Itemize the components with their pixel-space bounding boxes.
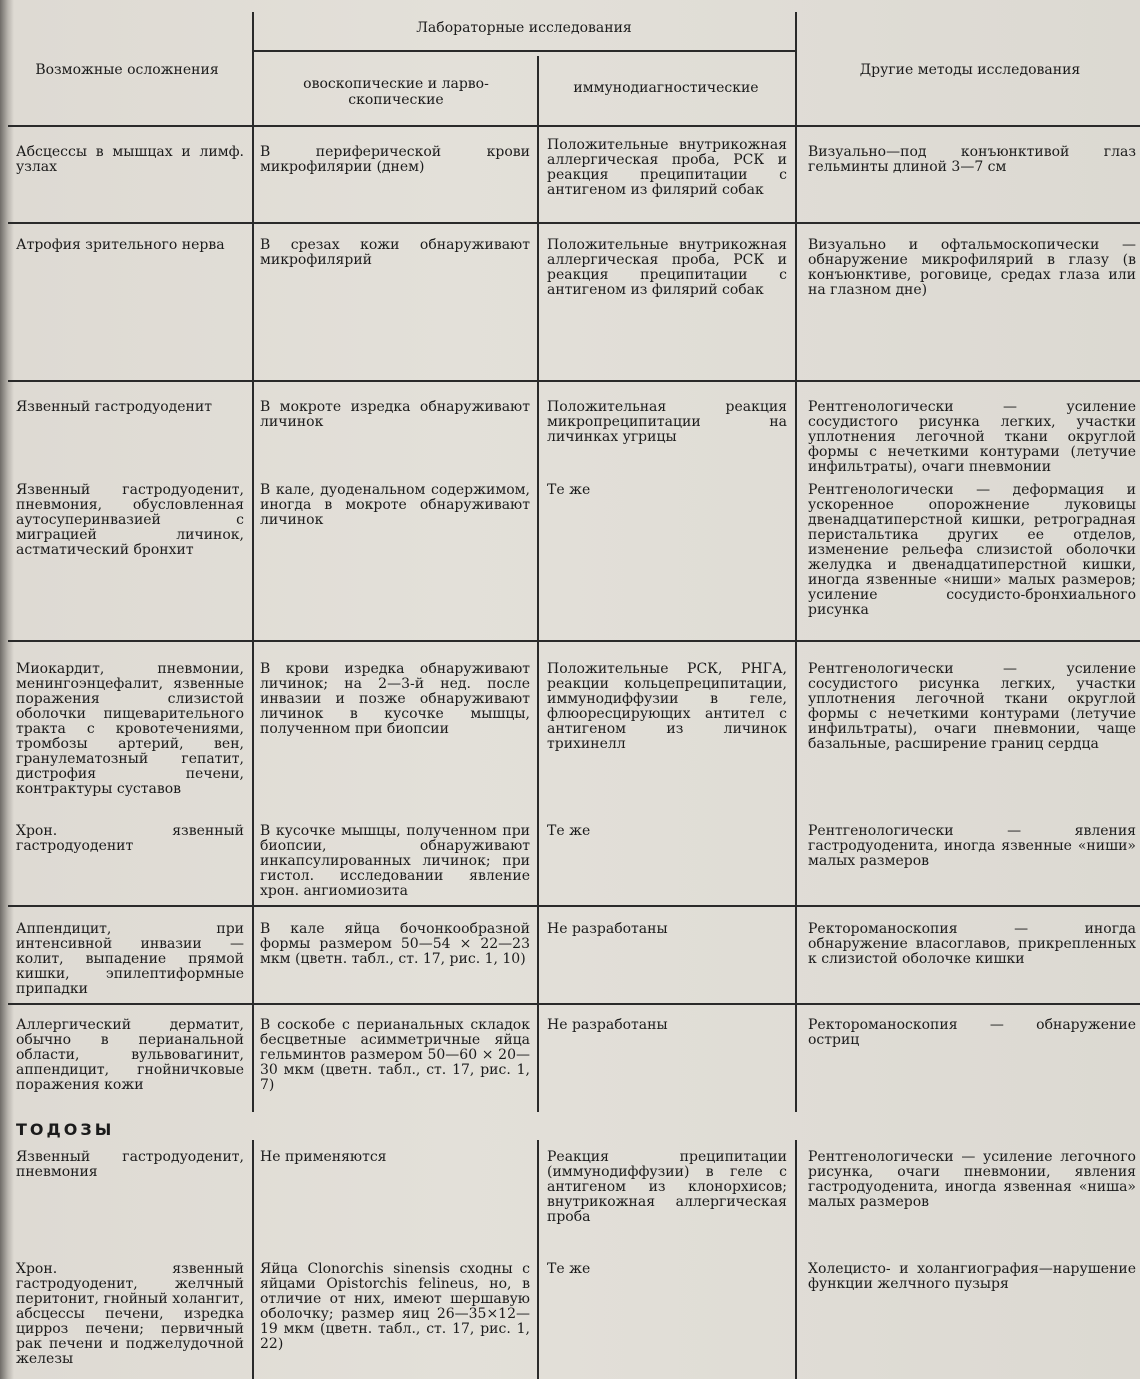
row-1-complications: Абсцессы в мышцах и лимф. узлах <box>16 145 244 175</box>
row-4-immuno: Те же <box>547 483 591 498</box>
col-divider-1 <box>252 12 254 1112</box>
row-5-complications: Миокардит, пневмонии, менингоэнцефалит, язвенные поражения слизистой оболочки пищеварительного тракта с кровотечениями, тромбозы артерий, вен, гранулематозный гепатит, дистрофия печени, контрактуры суставов <box>16 662 244 797</box>
header-ovoscopic: овоскопические и ларво-скопические <box>303 76 489 108</box>
row-4-complications: Язвенный гастродуоденит, пневмония, обусловленная аутосуперинвазией с миграцией личинок, астматический бронхит <box>16 483 244 558</box>
row-1-other: Визуально—под конъюнктивой глаз гельминты длиной 3—7 см <box>808 145 1136 175</box>
header-complications: Возможные осложнения <box>35 62 219 78</box>
row-6-immuno: Те же <box>547 824 591 839</box>
col-divider-3 <box>795 12 797 1112</box>
row-4-other: Рентгенологически — деформация и ускоренное опорожнение луковицы двенадцатиперстной кишки, ретроградная перистальтика других ее отделов, изменение рельефа слизистой оболочки желудка и двенадцатиперстной кишки, иногда язвенные «ниши» малых размеров; усиление сосудисто-бронхиального рисунка <box>808 483 1136 618</box>
row-8-immuno: Не разработаны <box>547 1018 668 1033</box>
header-other-methods: Другие методы исследования <box>859 62 1081 78</box>
row-10-other: Холецисто- и холангиография—нарушение функции желчного пузыря <box>808 1262 1136 1292</box>
row-9-complications: Язвенный гастродуоденит, пневмония <box>16 1150 244 1180</box>
row-6-complications: Хрон. язвенный гастродуоденит <box>16 824 244 854</box>
row-2-immuno: Положительные внутрикожная аллергическая проба, РСК и реакция преципитации с антигеном из филярий собак <box>547 238 787 298</box>
row-1-ovoscopic: В периферической крови микрофилярии (днем) <box>260 145 530 175</box>
row-9-ovoscopic: Не применяются <box>260 1150 387 1165</box>
row-2-other: Визуально и офтальмоскопически — обнаружение микрофилярий в глазу (в конъюнктиве, роговице, средах глаза или на глазном дне) <box>808 238 1136 298</box>
row-7-other: Ректороманоскопия — иногда обнаружение власоглавов, прикрепленных к слизистой оболочке кишки <box>808 922 1136 967</box>
row-rule <box>8 640 1140 642</box>
row-10-complications: Хрон. язвенный гастродуоденит, желчный перитонит, гнойный холангит, абсцессы печени, изредка цирроз печени; первичный рак печени и поджелудочной железы <box>16 1262 244 1367</box>
row-7-complications: Аппендицит, при интенсивной инвазии — колит, выпадение прямой кишки, эпилептиформные припадки <box>16 922 244 997</box>
col-divider-3b <box>795 1140 797 1379</box>
row-9-immuno: Реакция преципитации (иммунодиффузии) в геле с антигеном из клонорхисов; внутрикожная аллергическая проба <box>547 1150 787 1225</box>
row-7-immuno: Не разработаны <box>547 922 668 937</box>
row-8-complications: Аллергический дерматит, обычно в перианальной области, вульвовагинит, аппендицит, гнойничковые поражения кожи <box>16 1018 244 1093</box>
row-2-ovoscopic: В срезах кожи обнаруживают микрофилярий <box>260 238 530 268</box>
row-9-other: Рентгенологически — усиление легочного рисунка, очаги пневмонии, явления гастродуоденита, иногда язвенная «ниша» малых размеров <box>808 1150 1136 1210</box>
row-6-other: Рентгенологически — явления гастродуоденита, иногда язвенные «ниши» малых размеров <box>808 824 1136 869</box>
row-1-immuno: Положительные внутрикожная аллергическая проба, РСК и реакция преципитации с антигеном из филярий собак <box>547 138 787 198</box>
row-8-other: Ректороманоскопия — обнаружение остриц <box>808 1018 1136 1048</box>
lab-header-rule <box>252 50 795 52</box>
row-10-ovoscopic: Яйца Clonorchis sinensis сходны с яйцами Opistorchis felineus, но, в отличие от них, имеют шершавую оболочку; размер яиц 26—35×12—19 мкм (цветн. табл., ст. 17, рис. 1, 22) <box>260 1262 530 1352</box>
row-5-ovoscopic: В крови изредка обнаруживают личинок; на 2—3-й нед. после инвазии и позже обнаруживают личинок в кусочке мышцы, полученном при биопсии <box>260 662 530 737</box>
row-6-ovoscopic: В кусочке мышцы, полученном при биопсии, обнаруживают инкапсулированных личинок; при гистол. исследовании явление хрон. ангиомиозита <box>260 824 530 899</box>
row-rule <box>8 1003 1140 1005</box>
header-lab-group: Лабораторные исследования <box>416 20 632 36</box>
col-divider-2 <box>537 56 539 1112</box>
row-3-ovoscopic: В мокроте изредка обнаруживают личинок <box>260 400 530 430</box>
row-5-other: Рентгенологически — усиление сосудистого рисунка легких, участки уплотнения легочной ткани округлой формы с нечеткими контурами (летучие инфильтраты), очаги пневмонии, чаще базальные, расширение границ сердца <box>808 662 1136 752</box>
row-3-other: Рентгенологически — усиление сосудистого рисунка легких, участки уплотнения легочной ткани округлой формы с нечеткими контурами (летучие инфильтраты), очаги пневмонии <box>808 400 1136 475</box>
row-rule <box>8 905 1140 907</box>
section-heading: ТОДОЗЫ <box>16 1120 115 1139</box>
row-rule <box>8 222 1140 224</box>
row-7-ovoscopic: В кале яйца бочонкообразной формы размером 50—54 × 22—23 мкм (цветн. табл., ст. 17, рис. 1, 10) <box>260 922 530 967</box>
row-5-immuno: Положительные РСК, РНГА, реакции кольцепреципитации, иммунодиффузии в геле, флюоресцирующих антител с антигеном из личинок трихинелл <box>547 662 787 752</box>
row-3-complications: Язвенный гастродуоденит <box>16 400 212 415</box>
header-immunodiagnostic: иммунодиагностические <box>573 80 759 96</box>
row-rule <box>8 380 1140 382</box>
row-8-ovoscopic: В соскобе с перианальных складок бесцветные асимметричные яйца гельминтов размером 50—60 × 20—30 мкм (цветн. табл., ст. 17, рис. 1, 7) <box>260 1018 530 1093</box>
row-10-immuno: Те же <box>547 1262 591 1277</box>
row-4-ovoscopic: В кале, дуоденальном содержимом, иногда в мокроте обнаруживают личинок <box>260 483 530 528</box>
col-divider-1b <box>252 1140 254 1379</box>
header-bottom-rule <box>8 125 1140 127</box>
row-2-complications: Атрофия зрительного нерва <box>16 238 225 253</box>
row-3-immuno: Положительная реакция микропреципитации на личинках угрицы <box>547 400 787 445</box>
col-divider-2b <box>537 1140 539 1379</box>
